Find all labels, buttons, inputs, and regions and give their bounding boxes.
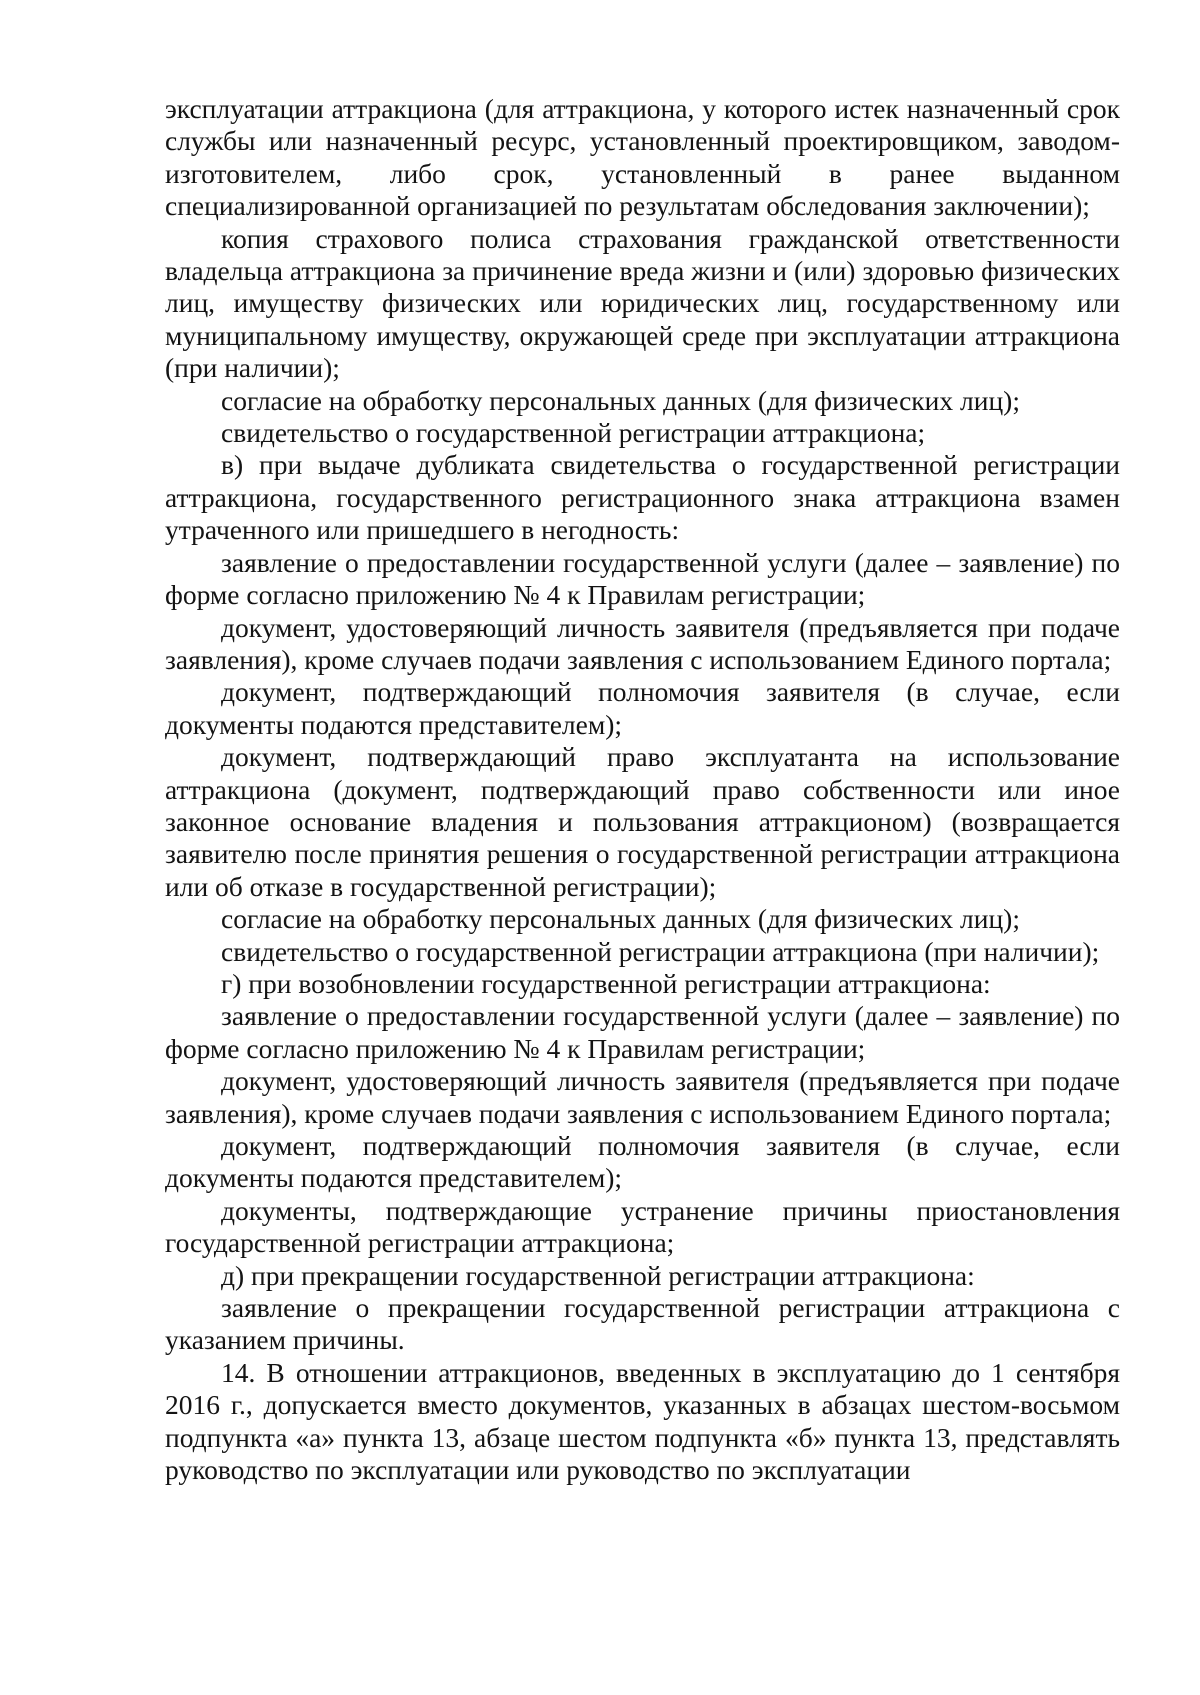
document-body: [165, 93, 1120, 1486]
paragraph-authority-document: документ, подтверждающий полномочия заявителя (в случае, если документы подаются представителем);: [165, 676, 1120, 740]
paragraph-elimination-documents: документы, подтверждающие устранение причины приостановления государственной регистрации аттракциона;: [165, 1194, 1120, 1259]
paragraph-registration-certificate: свидетельство о государственной регистрации аттракциона (при наличии);: [221, 935, 1100, 967]
paragraph-ownership-document: документ, подтверждающий право эксплуатанта на использование аттракциона (документ, подтверждающий право собственности или иное законное основание владения и пользования аттракционом) (возвращается заявителю после принятия решения о государственной регистрации аттракциона или об отказе в государственной регистрации);: [165, 741, 1120, 902]
paragraph-termination-application: заявление о прекращении государственной регистрации аттракциона с указанием причины.: [165, 1292, 1120, 1356]
paragraph-identity-document: документ, удостоверяющий личность заявителя (предъявляется при подаче заявления), кроме случаев подачи заявления с использованием Единого портала;: [165, 611, 1120, 675]
paragraph-subitem-g: г) при возобновлении государственной регистрации аттракциона:: [221, 967, 991, 999]
paragraph-subitem-v: в) при выдаче дубликата свидетельства о государственной регистрации аттракциона, государственного регистрационного знака аттракциона взамен утраченного или пришедшего в негодность:: [165, 449, 1120, 546]
paragraph-identity-document: документ, удостоверяющий личность заявителя (предъявляется при подаче заявления), кроме случаев подачи заявления с использованием Единого портала;: [165, 1065, 1120, 1129]
paragraph-item-14: 14. В отношении аттракционов, введенных в эксплуатацию до 1 сентября 2016 г., допускается вместо документов, указанных в абзацах шестом-восьмом подпункта «а» пункта 13, абзаце шестом подпункта «б» пункта 13, представлять руководство по эксплуатации или руководство по эксплуатации: [165, 1356, 1120, 1486]
paragraph-consent: согласие на обработку персональных данных (для физических лиц);: [221, 903, 1020, 935]
paragraph-registration-certificate: свидетельство о государственной регистрации аттракциона;: [221, 417, 926, 449]
paragraph-consent: согласие на обработку персональных данных (для физических лиц);: [221, 384, 1020, 416]
paragraph-application: заявление о предоставлении государственной услуги (далее – заявление) по форме согласно приложению № 4 к Правилам регистрации;: [165, 1000, 1120, 1064]
paragraph-insurance-policy: копия страхового полиса страхования гражданской ответственности владельца аттракциона за причинение вреда жизни и (или) здоровью физических лиц, имуществу физических или юридических лиц, государственному или муниципальному имуществу, окружающей среде при эксплуатации аттракциона (при наличии);: [165, 222, 1120, 384]
paragraph-authority-document: документ, подтверждающий полномочия заявителя (в случае, если документы подаются представителем);: [165, 1130, 1120, 1194]
paragraph-subitem-d: д) при прекращении государственной регистрации аттракциона:: [221, 1259, 975, 1291]
paragraph-continuation: эксплуатации аттракциона (для аттракциона, у которого истек назначенный срок службы или назначенный ресурс, установленный проектировщиком, заводом-изготовителем, либо срок, установленный в ранее выданном специализированной организацией по результатам обследования заключении);: [165, 93, 1120, 222]
paragraph-application: заявление о предоставлении государственной услуги (далее – заявление) по форме согласно приложению № 4 к Правилам регистрации;: [165, 546, 1120, 611]
